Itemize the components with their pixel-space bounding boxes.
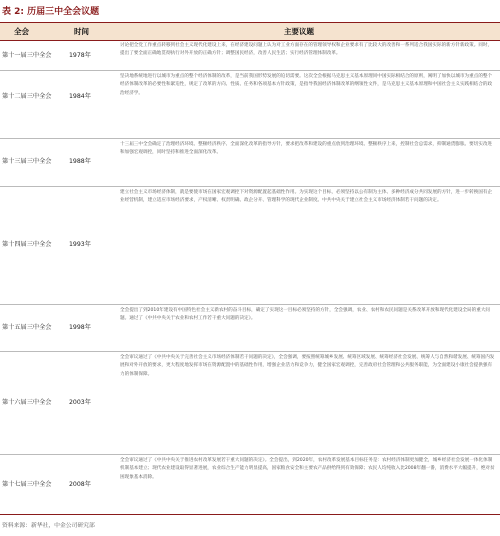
content-cell: 全会审议通过了《中共中央关于完善社会主义市场经济体制若干问题的决定》，全会强调，要按照统筹城乡发展、统筹区域发展、统筹经济社会发展、统筹人与自然和谐发展、统筹国内发展和对外开放的要求，更大程度地发挥市场在资源配置中的基础性作用，增强企业活力和竞争力，健全国家宏观调控，完善政府社会管理和公共服务职能，为全面建设小康社会提供强有力的体制保障。 xyxy=(120,355,495,377)
table-row xyxy=(0,187,500,305)
table-label: 表 2: xyxy=(2,7,24,17)
meeting-cell: 第十一届三中全会 xyxy=(2,52,52,59)
content-cell: 全会审议通过了《中共中央关于推进农村改革发展若干重大问题的决定》。全会提出，到2020年，农村改革发展基本目标任务是：农村经济体制更加健全，城乡经济社会发展一体化体制机制基本建立；现代农业建设取得显著进展，农业综合生产能力明显提高，国家粮食安全和主要农产品供给得到有效保障；农民人均纯收入比2008年翻一番，消费水平大幅提升，绝对贫困现象基本消除。 xyxy=(120,458,495,480)
content-cell: 讨论把全党工作重点转移到社会主义现代化建设上来，在经济建设问题上认为对工业方面存在的管理领导权和企业要求有了比较大的改善和一系列适合我国实际的新方针新政策。同时，提出了要全面正确地贯彻执行对外开放的正确方针；调整国民经济，改善人民生活；实行经济管理体制改革。 xyxy=(120,43,493,57)
table-row xyxy=(0,71,500,139)
year-cell: 1978年 xyxy=(69,52,91,59)
table-row xyxy=(0,40,500,71)
meeting-cell: 第十二届三中全会 xyxy=(2,93,52,100)
meeting-cell: 第十七届三中全会 xyxy=(2,481,52,488)
content-cell: 全会提出了到2010年建设有中国特色社会主义新农村的奋斗目标，确定了实现这一目标必须坚持的方针，全会强调，农业、农村和农民问题是关系改革开放和现代化建设全局的重大问题。通过了《中共中央关于农业和农村工作若干重大问题的决定》。 xyxy=(120,308,491,322)
table-row xyxy=(0,139,500,187)
table-row xyxy=(0,352,500,455)
table-bottom-rule xyxy=(0,514,500,515)
year-cell: 2008年 xyxy=(69,481,91,488)
meeting-cell: 第十六届三中全会 xyxy=(2,399,52,406)
table-title: 历届三中全会议题 xyxy=(27,7,100,17)
content-cell: 坚决地系统地进行以城市为重点的整个经济体制的改革，是当前我国形势发展的迫切需要。这次全会根据马克思主义基本原理同中国实际相结合的原则，阐明了加快以城市为重点的整个经济体制改革的必要性和紧迫性，规定了改革的方向、性质、任务和各项基本方针政策，是指导我国经济体制改革的纲领性文件，是马克思主义基本原理和中国社会主义实践相结合的政治经济学。 xyxy=(120,74,493,96)
header-content: 主要议题 xyxy=(284,27,314,36)
table-row xyxy=(0,455,500,513)
content-cell: 十三届三中全会确定了治理经济环境、整顿经济秩序、全面深化改革的指导方针，要求把改革和建设的重点放到治理环境、整顿秩序上来，控制社会总需求，抑制通货膨胀。要切实改进和加强宏观调控，同时坚持和推进全面深化改革。 xyxy=(120,142,493,156)
meeting-cell: 第十四届三中全会 xyxy=(2,241,52,248)
year-cell: 1984年 xyxy=(69,93,91,100)
year-cell: 1993年 xyxy=(69,241,91,248)
year-cell: 1988年 xyxy=(69,158,91,165)
table-header xyxy=(0,22,500,41)
header-year: 时间 xyxy=(74,27,89,36)
source-note: 资料来源：新华社，中金公司研究部 xyxy=(2,523,95,529)
meeting-cell: 第十三届三中全会 xyxy=(2,158,52,165)
table-row xyxy=(0,305,500,352)
meeting-cell: 第十五届三中全会 xyxy=(2,324,52,331)
table-caption xyxy=(2,4,99,17)
year-cell: 2003年 xyxy=(69,399,91,406)
year-cell: 1998年 xyxy=(69,324,91,331)
header-meeting: 全会 xyxy=(14,27,29,36)
content-cell: 建立社会主义市场经济体制，就是要使市场在国家宏观调控下对资源配置起基础性作用。为实现这个目标，必须坚持以公有制为主体、多种经济成分共同发展的方针，进一步转换国有企业经营机制，建立适应市场经济要求，产权清晰、权责明确、政企分开、管理科学的现代企业制度。中共中央关于建立社会主义市场经济体制若干问题的决定。 xyxy=(120,190,493,204)
